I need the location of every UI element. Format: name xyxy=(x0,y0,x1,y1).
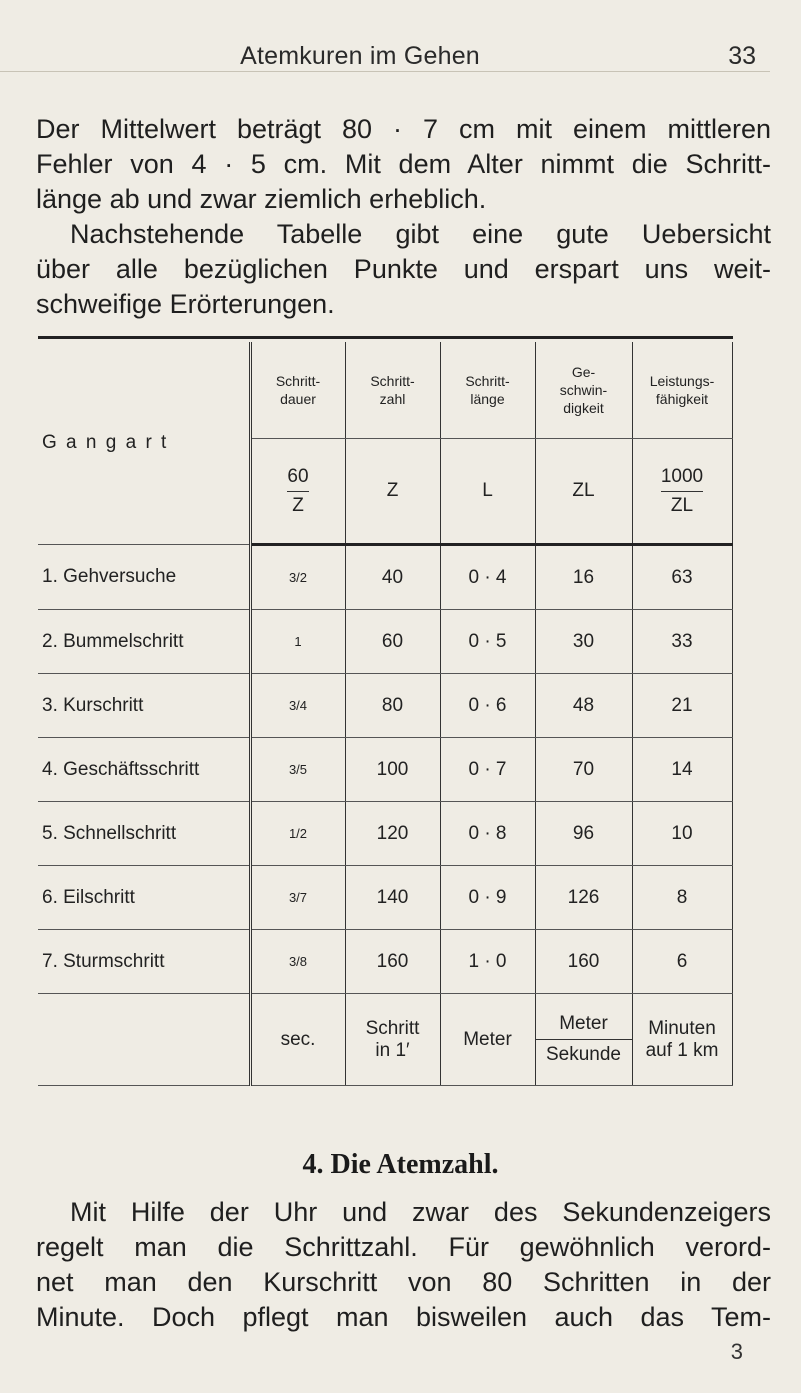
unit-zahl xyxy=(345,994,440,1086)
header-line: Schritt- xyxy=(465,373,510,389)
text-line: Mit Hilfe der Uhr und zwar des Sekundenzeigers xyxy=(70,1197,771,1227)
text-line: regelt man die Schrittzahl. Für gewöhnlich verord- xyxy=(36,1232,771,1262)
table-units-row xyxy=(38,994,732,1086)
text-line: schweifige Erörterungen. xyxy=(36,289,335,319)
cell-geschw: 160 xyxy=(535,930,632,994)
symbol-schrittlaenge: L xyxy=(440,439,535,545)
cell-dauer: 3/5 xyxy=(250,738,345,802)
paragraph-2 xyxy=(36,217,771,322)
cell-laenge: 0 · 6 xyxy=(440,674,535,738)
cell-dauer: 3/4 xyxy=(250,674,345,738)
cell-zahl: 40 xyxy=(345,545,440,610)
gangart-name: 1. Gehversuche xyxy=(38,545,250,610)
gangart-name: 5. Schnellschritt xyxy=(38,802,250,866)
paragraph-3 xyxy=(36,1195,771,1335)
cell-geschw: 70 xyxy=(535,738,632,802)
table-row xyxy=(38,610,732,674)
text-line: net man den Kurschritt von 80 Schritten in der xyxy=(36,1267,771,1297)
cell-zahl: 160 xyxy=(345,930,440,994)
fraction-numerator: 60 xyxy=(287,465,309,487)
unit-line: Minuten xyxy=(648,1017,716,1039)
cell-leistung: 14 xyxy=(632,738,732,802)
header-geschwindigkeit xyxy=(535,342,632,439)
text-line: über alle bezüglichen Punkte und erspart uns weit- xyxy=(36,254,771,284)
text-line: Der Mittelwert beträgt 80 · 7 cm mit einem mittleren xyxy=(36,114,771,144)
symbol-geschwindigkeit: ZL xyxy=(535,439,632,545)
fraction xyxy=(287,466,308,517)
header-rule xyxy=(0,71,770,72)
paragraph-1 xyxy=(36,112,771,217)
gangart-header xyxy=(38,342,250,545)
running-title: Atemkuren im Gehen xyxy=(240,42,480,70)
cell-dauer: 3/7 xyxy=(250,866,345,930)
cell-laenge: 0 · 5 xyxy=(440,610,535,674)
symbol-leistungsfaehigkeit xyxy=(632,439,732,545)
unit-line: auf 1 km xyxy=(645,1039,719,1061)
cell-leistung: 6 xyxy=(632,930,732,994)
cell-leistung: 33 xyxy=(632,610,732,674)
text-line: länge ab und zwar ziemlich erheblich. xyxy=(36,184,487,214)
cell-laenge: 0 · 4 xyxy=(440,545,535,610)
table-row xyxy=(38,866,732,930)
cell-zahl: 140 xyxy=(345,866,440,930)
fraction-numerator: 1000 xyxy=(660,465,704,487)
cell-zahl: 120 xyxy=(345,802,440,866)
header-schrittlaenge xyxy=(440,342,535,439)
unit-line: Sekunde xyxy=(545,1044,621,1065)
gangart-name: 6. Eilschritt xyxy=(38,866,250,930)
signature-mark: 3 xyxy=(730,1339,743,1364)
table-top-rule xyxy=(38,336,733,339)
page-number: 33 xyxy=(728,42,756,70)
header-line: Ge- xyxy=(571,364,596,380)
unit-laenge: Meter xyxy=(440,994,535,1086)
table-row xyxy=(38,545,732,610)
header-leistungsfaehigkeit xyxy=(632,342,732,439)
cell-leistung: 21 xyxy=(632,674,732,738)
fraction-bar xyxy=(661,491,703,492)
table-header-row xyxy=(38,342,732,439)
cell-leistung: 10 xyxy=(632,802,732,866)
header-line: länge xyxy=(470,391,505,407)
unit-leistung xyxy=(632,994,732,1086)
gangart-name: 2. Bummelschritt xyxy=(38,610,250,674)
text-line: Fehler von 4 · 5 cm. Mit dem Alter nimmt die Schritt- xyxy=(36,149,771,179)
fraction-denominator: Z xyxy=(292,494,304,516)
symbol-schrittdauer xyxy=(250,439,345,545)
unit-line: in 1′ xyxy=(375,1039,410,1061)
table-row xyxy=(38,930,732,994)
cell-geschw: 16 xyxy=(535,545,632,610)
section-heading: 4. Die Atemzahl. xyxy=(302,1149,499,1180)
cell-laenge: 1 · 0 xyxy=(440,930,535,994)
unit-dauer: sec. xyxy=(250,994,345,1086)
table-row xyxy=(38,738,732,802)
gangart-name: 4. Geschäftsschritt xyxy=(38,738,250,802)
text-line: Nachstehende Tabelle gibt eine gute Uebersicht xyxy=(70,219,771,249)
unit-geschw xyxy=(535,994,632,1086)
unit-line: Schritt xyxy=(365,1017,420,1039)
cell-laenge: 0 · 9 xyxy=(440,866,535,930)
text-line: Minute. Doch pflegt man bisweilen auch das Tem- xyxy=(36,1302,771,1332)
cell-zahl: 60 xyxy=(345,610,440,674)
header-schrittdauer xyxy=(250,342,345,439)
table-row xyxy=(38,674,732,738)
cell-dauer: 3/8 xyxy=(250,930,345,994)
fraction-denominator: ZL xyxy=(670,494,694,516)
header-line: fähigkeit xyxy=(655,391,709,407)
cell-geschw: 96 xyxy=(535,802,632,866)
header-line: Schritt- xyxy=(370,373,415,389)
header-line: schwin- xyxy=(559,382,608,398)
gait-table xyxy=(38,342,733,1086)
cell-geschw: 30 xyxy=(535,610,632,674)
cell-geschw: 126 xyxy=(535,866,632,930)
cell-leistung: 8 xyxy=(632,866,732,930)
cell-zahl: 80 xyxy=(345,674,440,738)
cell-dauer: 1/2 xyxy=(250,802,345,866)
cell-zahl: 100 xyxy=(345,738,440,802)
gangart-name: 7. Sturmschritt xyxy=(38,930,250,994)
cell-dauer: 3/2 xyxy=(250,545,345,610)
cell-dauer: 1 xyxy=(250,610,345,674)
units-blank xyxy=(38,994,250,1086)
header-line: zahl xyxy=(379,391,406,407)
symbol-schrittzahl: Z xyxy=(345,439,440,545)
header-line: Schritt- xyxy=(275,373,321,389)
header-line: dauer xyxy=(280,391,316,407)
header-schrittzahl xyxy=(345,342,440,439)
table-row xyxy=(38,802,732,866)
unit-line: Meter xyxy=(536,1013,632,1040)
cell-leistung: 63 xyxy=(632,545,732,610)
fraction xyxy=(661,466,703,517)
page-header xyxy=(0,38,801,78)
cell-laenge: 0 · 8 xyxy=(440,802,535,866)
gangart-label: G a n g a r t xyxy=(42,432,169,453)
cell-laenge: 0 · 7 xyxy=(440,738,535,802)
fraction-bar xyxy=(287,491,308,492)
gangart-name: 3. Kurschritt xyxy=(38,674,250,738)
header-line: digkeit xyxy=(563,400,604,416)
cell-geschw: 48 xyxy=(535,674,632,738)
header-line: Leistungs- xyxy=(649,373,715,389)
